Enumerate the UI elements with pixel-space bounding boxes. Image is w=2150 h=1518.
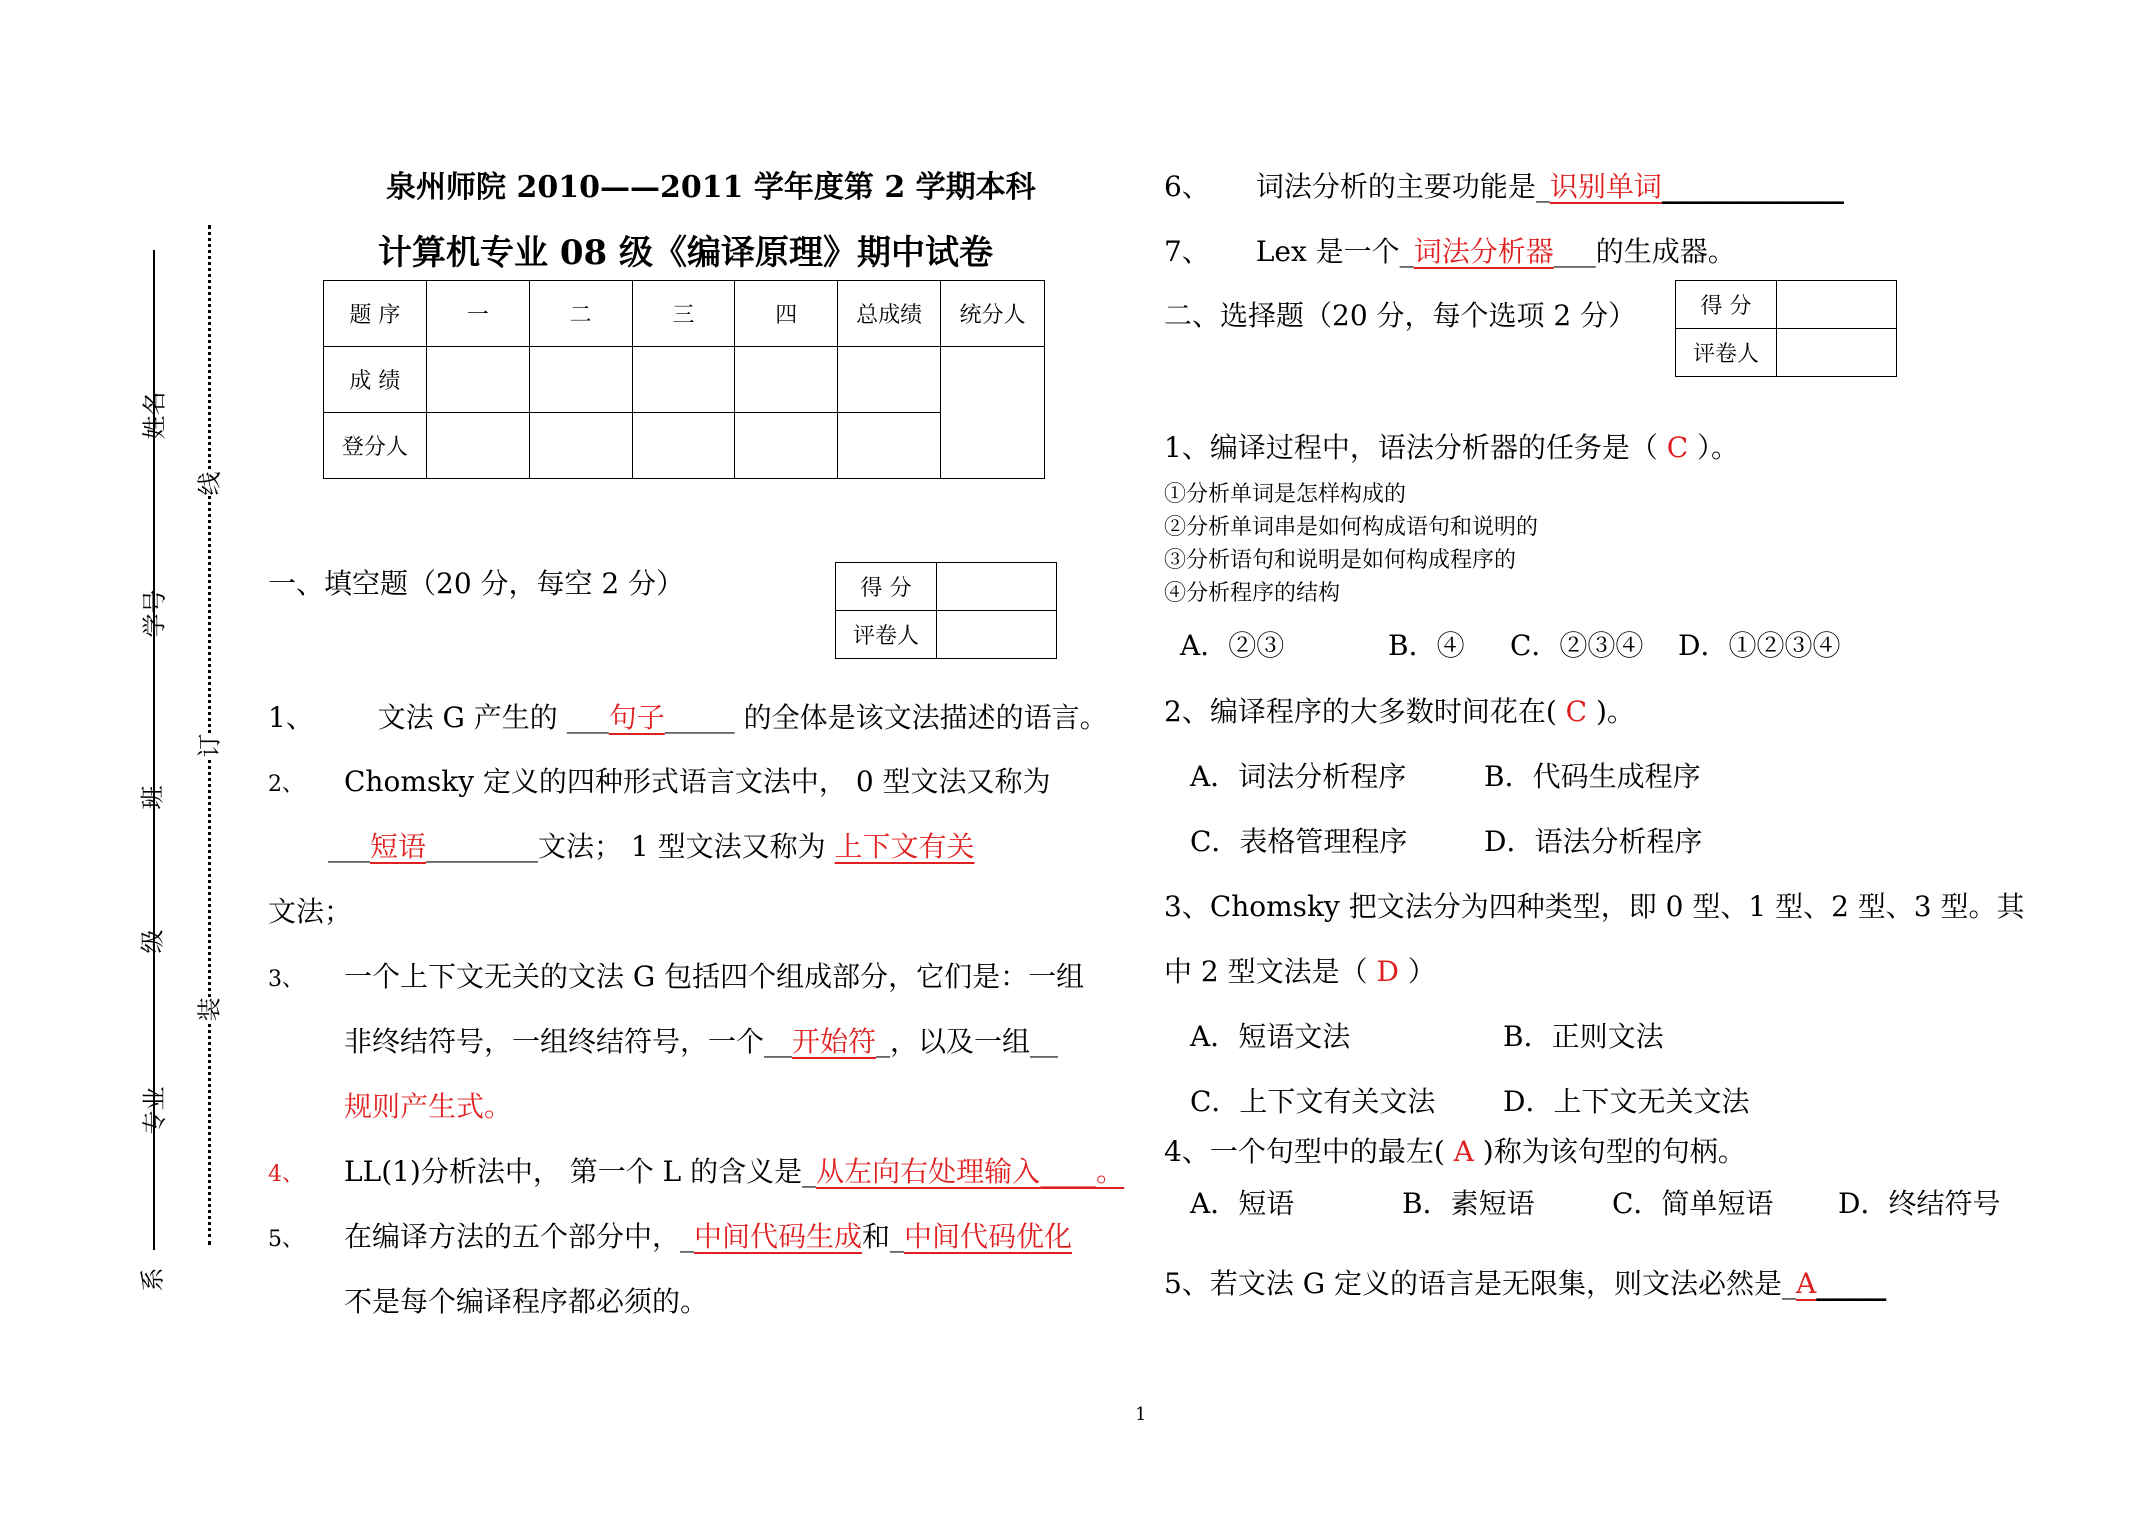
c1-choice-c: C．②③④ — [1510, 629, 1644, 662]
q7-num: 7、 — [1164, 235, 1210, 268]
score-table — [323, 280, 1045, 479]
q4-answer: 从左向右处理输入 — [816, 1155, 1041, 1188]
q1-post: _____ 的全体是该文法描述的语言。 — [664, 701, 1108, 734]
c3-line2 — [1164, 950, 1436, 990]
q5-num: 5、 — [268, 1227, 304, 1252]
q2-answer1: 短语 — [370, 830, 427, 863]
c1-answer: C — [1666, 431, 1689, 464]
q3-pre: 非终结符号，一组终结符号，一个__ — [344, 1025, 793, 1058]
c4-answer: A — [1453, 1135, 1474, 1168]
c1-choice-b: B．④ — [1388, 629, 1465, 662]
table-cell[interactable] — [632, 347, 735, 413]
section2-title: 二、选择题（20 分，每个选项 2 分） — [1164, 299, 1637, 332]
grader-label: 评卷人 — [1676, 329, 1777, 377]
grader-label: 评卷人 — [836, 611, 937, 659]
q5-answer2: 中间代码优化 — [904, 1220, 1073, 1253]
c4-choice-c: C．简单短语 — [1612, 1187, 1774, 1220]
mark-xian: 线 — [190, 472, 225, 496]
field-name: 姓名 — [140, 391, 169, 440]
q5-answer1: 中间代码生成 — [694, 1220, 863, 1253]
q5-mid: 和_ — [862, 1220, 905, 1253]
c4-choice-d: D．终结符号 — [1838, 1187, 2001, 1220]
table-header: 统分人 — [941, 281, 1045, 347]
mark-ding: 订 — [190, 734, 225, 758]
table-cell[interactable] — [529, 347, 632, 413]
c2-choice-a: A．词法分析程序 — [1190, 760, 1407, 793]
c3-choice-c: C．上下文有关文法 — [1190, 1085, 1436, 1118]
grader-cell[interactable] — [937, 611, 1057, 659]
c2-pre: 2、编译程序的大多数时间花在( — [1164, 695, 1566, 728]
q1 — [268, 696, 1108, 736]
c1-option-1: ①分析单词是怎样构成的 — [1164, 482, 1407, 507]
page-number: 1 — [1135, 1404, 1147, 1425]
q6-answer: 识别单词 — [1549, 170, 1662, 203]
field-dept: 系 — [138, 1267, 167, 1292]
q3-line1: 一个上下文无关的文法 G 包括四个组成部分，它们是：一组 — [344, 960, 1085, 993]
q1-num: 1、 — [268, 701, 314, 734]
q3-answer1: 开始符 — [792, 1025, 877, 1058]
table-cell[interactable] — [632, 413, 735, 479]
score-label: 得 分 — [1676, 281, 1777, 329]
table-header: 总成绩 — [838, 281, 941, 347]
c1-option-4: ④分析程序的结构 — [1164, 581, 1341, 606]
c4-pre: 4、一个句型中的最左( — [1164, 1135, 1454, 1168]
row-label-score: 成 绩 — [324, 347, 427, 413]
q2-answer2: 上下文有关 — [834, 830, 975, 863]
q6 — [1164, 165, 1844, 205]
grader-cell[interactable] — [1777, 329, 1897, 377]
c3-choice-d: D．上下文无关文法 — [1503, 1085, 1750, 1118]
c3-answer: D — [1376, 955, 1399, 988]
q7 — [1164, 230, 1736, 270]
c2-post: )。 — [1587, 695, 1635, 728]
field-major: 专业 — [140, 1086, 169, 1135]
field-class: 班 — [138, 785, 167, 810]
q2-num: 2、 — [268, 772, 304, 797]
q4-num: 4、 — [268, 1162, 304, 1187]
q2-pre: ___ — [328, 830, 370, 863]
section2-score-box — [1675, 280, 1897, 377]
q1-answer: 句子 — [608, 701, 665, 734]
score-cell[interactable] — [937, 563, 1057, 611]
q7-answer: 词法分析器 — [1413, 235, 1554, 268]
exam-header-line2: 计算机专业 08 级《编译原理》期中试卷 — [378, 233, 993, 273]
table-cell[interactable] — [426, 347, 529, 413]
q7-post: ___的生成器。 — [1553, 235, 1736, 268]
table-header: 三 — [632, 281, 735, 347]
c4-question — [1164, 1130, 1746, 1170]
c5-answer: A — [1796, 1267, 1817, 1300]
c2-choice-c: C．表格管理程序 — [1190, 825, 1408, 858]
row-label-recorder: 登分人 — [324, 413, 427, 479]
q3-line2 — [344, 1020, 1058, 1060]
mark-zhuang: 装 — [190, 998, 225, 1022]
q5-line2: 不是每个编译程序都必须的。 — [344, 1285, 709, 1318]
q2-line2 — [328, 825, 975, 865]
q2-line3: 文法； — [268, 895, 353, 928]
q3-num: 3、 — [268, 967, 304, 992]
table-header: 四 — [735, 281, 838, 347]
c2-answer: C — [1565, 695, 1588, 728]
section1-score-box — [835, 562, 1057, 659]
c2-choice-b: B．代码生成程序 — [1484, 760, 1701, 793]
c1-choice-d: D．①②③④ — [1678, 629, 1841, 662]
table-header: 二 — [529, 281, 632, 347]
c5-post: _____ — [1816, 1267, 1887, 1300]
q4-pre: LL(1)分析法中， 第一个 L 的含义是_ — [344, 1155, 817, 1188]
c5-question — [1164, 1262, 1886, 1302]
q5-line1 — [344, 1215, 1072, 1255]
field-grade: 级 — [138, 929, 167, 954]
field-student-id: 学号 — [140, 589, 169, 638]
q7-pre: Lex 是一个_ — [1255, 235, 1414, 268]
q4-line — [344, 1150, 1124, 1190]
c1-choice-a: A．②③ — [1180, 629, 1285, 662]
c4-post: )称为该句型的句柄。 — [1473, 1135, 1746, 1168]
section1-title: 一、填空题（20 分，每空 2 分） — [268, 567, 685, 600]
c3-post: ） — [1398, 955, 1436, 988]
q3-mid: _，以及一组__ — [876, 1025, 1059, 1058]
q3-answer2: 规则产生式。 — [344, 1090, 513, 1123]
c2-choice-d: D．语法分析程序 — [1484, 825, 1703, 858]
q6-num: 6、 — [1164, 170, 1210, 203]
q6-pre: 词法分析的主要功能是_ — [1255, 170, 1550, 203]
c3-choice-a: A．短语文法 — [1190, 1020, 1351, 1053]
table-header: 题 序 — [324, 281, 427, 347]
score-cell[interactable] — [1777, 281, 1897, 329]
q2-mid: ________文法； 1 型文法又称为 — [426, 830, 835, 863]
c3-line1: 3、Chomsky 把文法分为四种类型，即 0 型、1 型、2 型、3 型。其 — [1164, 890, 2025, 923]
c4-choice-a: A．短语 — [1190, 1187, 1295, 1220]
q2-line1: Chomsky 定义的四种形式语言文法中， 0 型文法又称为 — [344, 765, 1051, 798]
c1-pre: 1、编译过程中，语法分析器的任务是（ — [1164, 431, 1667, 464]
table-cell[interactable] — [735, 413, 838, 479]
table-header: 一 — [426, 281, 529, 347]
c2-question — [1164, 690, 1635, 730]
table-cell[interactable] — [529, 413, 632, 479]
c1-question — [1164, 426, 1739, 466]
c1-post: ）。 — [1688, 431, 1740, 464]
c3-pre: 中 2 型文法是（ — [1164, 955, 1377, 988]
q1-pre: 文法 G 产生的 ___ — [377, 701, 609, 734]
q5-pre: 在编译方法的五个部分中，_ — [344, 1220, 695, 1253]
c3-choice-b: B．正则文法 — [1503, 1020, 1664, 1053]
q6-post: _____________ — [1661, 170, 1844, 203]
c1-option-3: ③分析语句和说明是如何构成程序的 — [1164, 548, 1517, 573]
c4-choice-b: B．素短语 — [1402, 1187, 1535, 1220]
table-cell-tallier[interactable] — [941, 347, 1045, 479]
c1-option-2: ②分析单词串是如何构成语句和说明的 — [1164, 515, 1539, 540]
table-cell[interactable] — [735, 347, 838, 413]
table-cell[interactable] — [426, 413, 529, 479]
exam-header-line1: 泉州师院 2010——2011 学年度第 2 学期本科 — [386, 170, 1036, 205]
q4-post: ____。 — [1040, 1155, 1125, 1188]
table-cell[interactable] — [838, 347, 941, 413]
score-label: 得 分 — [836, 563, 937, 611]
table-cell[interactable] — [838, 413, 941, 479]
c5-pre: 5、若文法 G 定义的语言是无限集，则文法必然是_ — [1164, 1267, 1796, 1300]
